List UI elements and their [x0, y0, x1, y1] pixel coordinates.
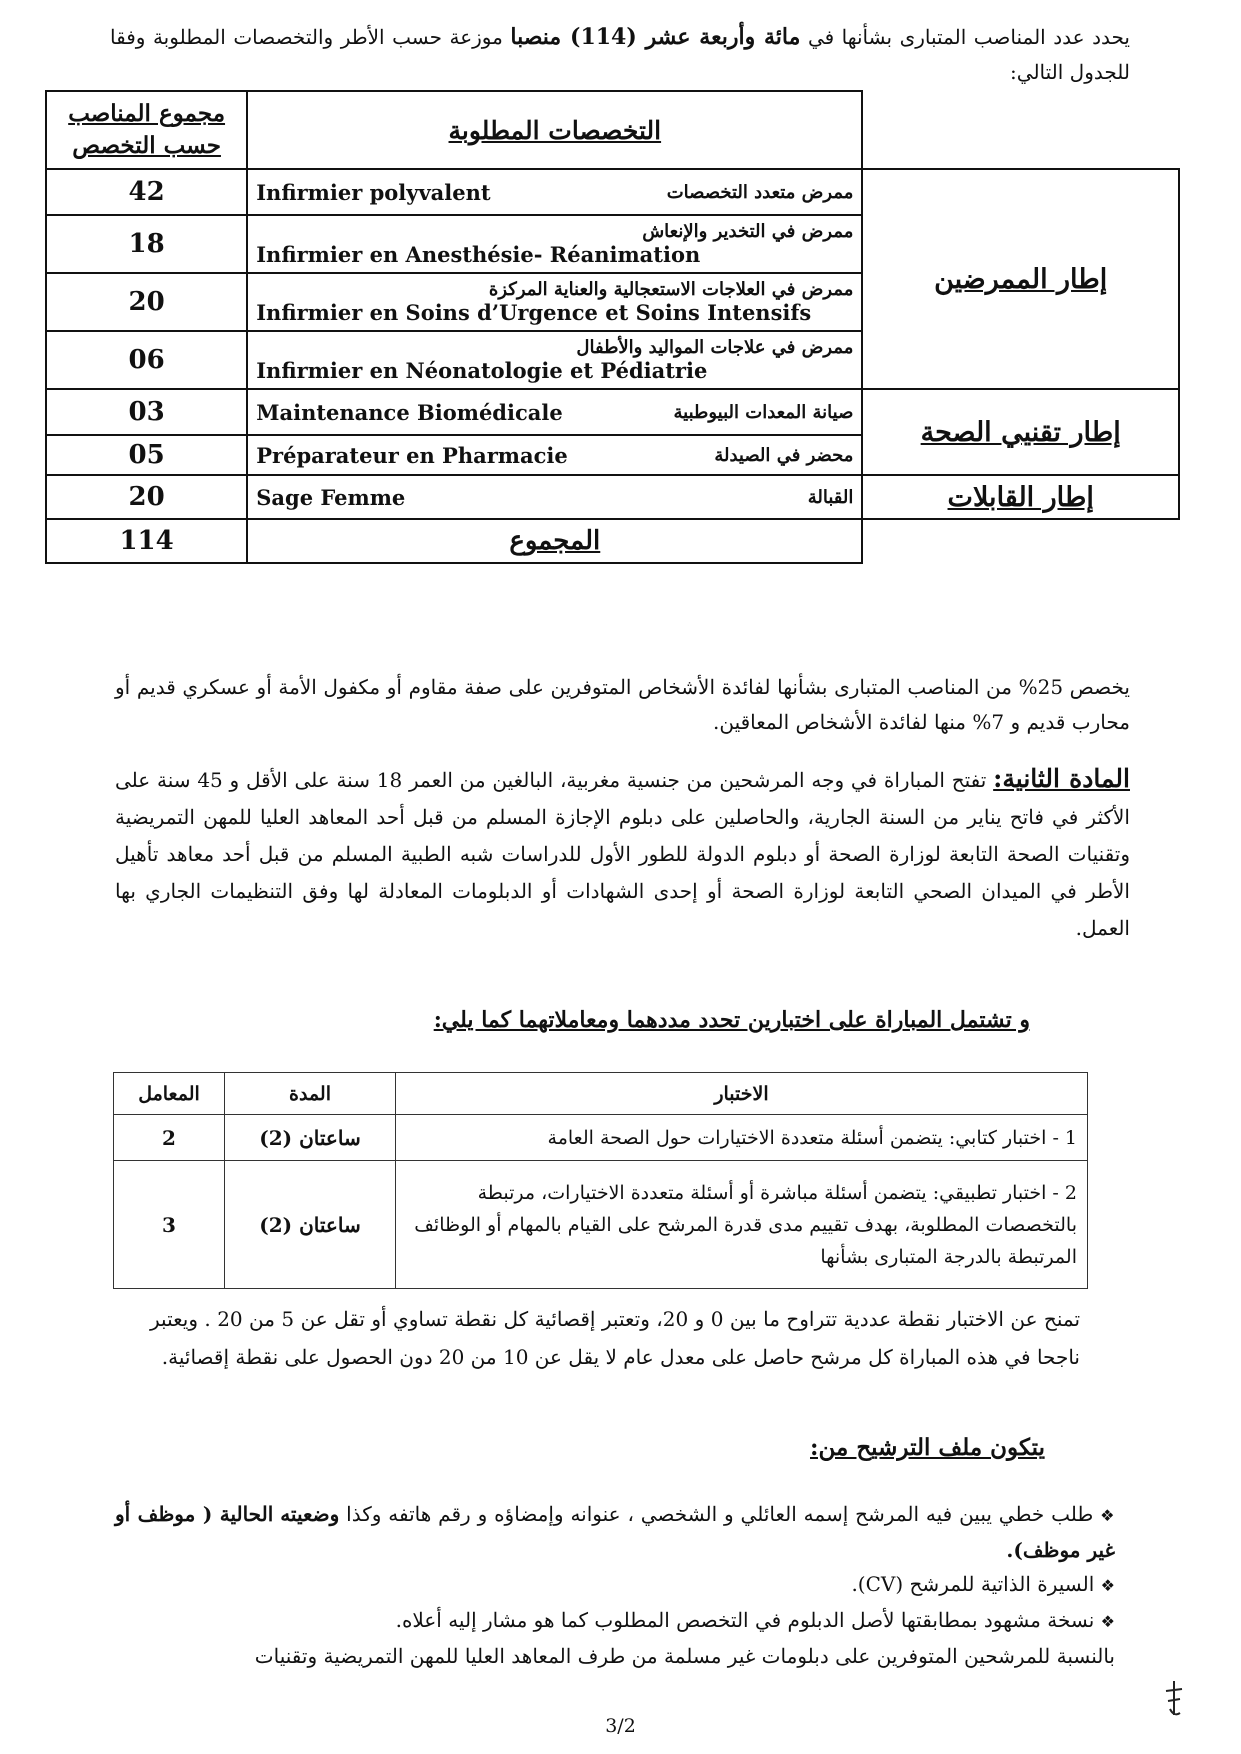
- last-line: بالنسبة للمرشحين المتوفرين على دبلومات غير مسلمة من طرف المعاهد العليا للمهن التمريضية وتقنيات: [254, 1644, 1115, 1668]
- article2-text: تفتح المباراة في وجه المرشحين من جنسية مغربية، البالغين من العمر 18 سنة على الأقل و 45 سنة على الأكثر في فاتح يناير من السنة الجارية، والحاصلين على دبلوم الإجازة المسلم من قبل أحد المعاهد العليا للمهن التمريضية وتقنيات الصحة التابعة لوزارة الصحة أو دبلوم الدولة للطور الأول للدراسات شبه الطبية المسلم من قبل أحد معاهد تأهيل الأطر في الميدان الصحي التابعة لوزارة الصحة أو إحدى الشهادات أو الدبلومات المعادلة لها وفق التنظيمات الجاري بها العمل.: [115, 768, 1130, 940]
- header-specialties: التخصصات المطلوبة: [247, 91, 862, 169]
- spec-fr: Infirmier polyvalent: [256, 179, 491, 205]
- article2-title: المادة الثانية:: [993, 764, 1130, 793]
- posts-table: [45, 90, 1180, 564]
- group-health-technicians: إطار تقنيي الصحة: [862, 389, 1179, 475]
- file-list: [115, 1497, 1115, 1673]
- row-count: 20: [46, 273, 247, 331]
- table-row: [46, 169, 1179, 215]
- quota-paragraph: يخصص 25% من المناصب المتبارى بشأنها لفائدة الأشخاص المتوفرين على صفة مقاوم أو مكفول الأمة أو عسكري قديم أو محارب قديم و 7% منها لفائدة الأشخاص المعاقين.: [115, 675, 1130, 734]
- group-nurses: إطار الممرضين: [862, 169, 1179, 389]
- intro-text-pre: يحدد عدد المناصب المتبارى بشأنها في: [807, 25, 1130, 49]
- row-count: 42: [46, 169, 247, 215]
- spec-ar: ممرض في علاجات المواليد والأطفال: [576, 337, 854, 358]
- test-duration: ساعتان (2): [225, 1115, 396, 1161]
- header-duration: المدة: [225, 1073, 396, 1115]
- row-count: 06: [46, 331, 247, 389]
- total-label: المجموع: [247, 519, 862, 563]
- table-row: [46, 475, 1179, 519]
- spec-ar: القبالة: [807, 486, 854, 508]
- spec-ar: صيانة المعدات البيوطبية: [673, 401, 854, 423]
- spec-fr: Infirmier en Néonatologie et Pédiatrie: [256, 358, 708, 383]
- test-description: 2 - اختبار تطبيقي: يتضمن أسئلة مباشرة أو أسئلة متعددة الاختيارات، مرتبطة بالتخصصات المطلوبة، بهدف تقييم مدى قدرة المرشح على القيام بالمهام أو الوظائف المرتبطة بالدرجة المتبارى بشأنها: [396, 1161, 1088, 1289]
- exams-table: [113, 1072, 1088, 1289]
- row-count: 03: [46, 389, 247, 435]
- table-row: [114, 1161, 1088, 1289]
- test-coef: 2: [114, 1115, 225, 1161]
- spec-ar: ممرض في العلاجات الاستعجالية والعناية المركزة: [488, 279, 854, 300]
- intro-paragraph: [110, 20, 1130, 90]
- spec-fr: Infirmier en Anesthésie- Réanimation: [256, 242, 701, 267]
- list-item: ❖ السيرة الذاتية للمرشح (CV).: [851, 1572, 1115, 1596]
- spec-ar: محضر في الصيدلة: [714, 444, 854, 466]
- spec-ar: ممرض متعدد التخصصات: [666, 181, 854, 203]
- list-item: ❖ نسخة مشهود بمطابقتها لأصل الدبلوم في التخصص المطلوب كما هو مشار إليه أعلاه.: [395, 1608, 1115, 1632]
- bullet-icon: ❖: [1100, 1576, 1115, 1595]
- bullet-icon: ❖: [1100, 1506, 1116, 1525]
- grading-paragraph: تمنح عن الاختبار نقطة عددية تتراوح ما بين 0 و 20، وتعتبر إقصائية كل نقطة تساوي أو تقل عن 5 من 20 . ويعتبر ناجحا في هذه المباراة كل مرشح حاصل على معدل عام لا يقل عن 10 من 20 دون الحصول على نقطة إقصائية.: [150, 1307, 1081, 1369]
- test-duration: ساعتان (2): [225, 1161, 396, 1289]
- handwritten-mark-icon: [1162, 1679, 1186, 1719]
- group-midwives: إطار القابلات: [862, 475, 1179, 519]
- list-item: ❖ طلب خطي يبين فيه المرشح إسمه العائلي و الشخصي ، عنوانه وإمضاؤه و رقم هاتفه وكذا وضعيته الحالية ( موظف أو غير موظف).: [115, 1502, 1116, 1562]
- table-row: [114, 1115, 1088, 1161]
- bullet-icon: ❖: [1100, 1612, 1115, 1631]
- row-count: 20: [46, 475, 247, 519]
- table-total-row: [46, 519, 1179, 563]
- spec-fr: Sage Femme: [256, 484, 406, 510]
- header-total: مجموع المناصب حسب التخصص: [46, 91, 247, 169]
- intro-text-post: موزعة حسب الأطر والتخصصات المطلوبة وفقا للجدول التالي:: [110, 25, 1130, 84]
- spec-fr: Infirmier en Soins d’Urgence et Soins Intensifs: [256, 300, 812, 325]
- test-coef: 3: [114, 1161, 225, 1289]
- exams-heading: و تشتمل المباراة على اختبارين تحدد مددهما ومعاملاتهما كما يلي:: [433, 1007, 1030, 1033]
- row-count: 05: [46, 435, 247, 475]
- spec-fr: Préparateur en Pharmacie: [256, 442, 568, 468]
- test-description: 1 - اختبار كتابي: يتضمن أسئلة متعددة الاختيارات حول الصحة العامة: [396, 1115, 1088, 1161]
- row-count: 18: [46, 215, 247, 273]
- header-test: الاختبار: [396, 1073, 1088, 1115]
- page-number: 3/2: [605, 1715, 636, 1737]
- spec-ar: ممرض في التخدير والإنعاش: [642, 221, 854, 242]
- total-value: 114: [46, 519, 247, 563]
- intro-text-bold: مائة وأربعة عشر (114) منصبا: [510, 24, 801, 50]
- spec-fr: Maintenance Biomédicale: [256, 399, 563, 425]
- file-heading: يتكون ملف الترشيح من:: [810, 1434, 1045, 1461]
- header-coef: المعامل: [114, 1073, 225, 1115]
- article2-paragraph: [115, 760, 1130, 947]
- table-row: [46, 389, 1179, 435]
